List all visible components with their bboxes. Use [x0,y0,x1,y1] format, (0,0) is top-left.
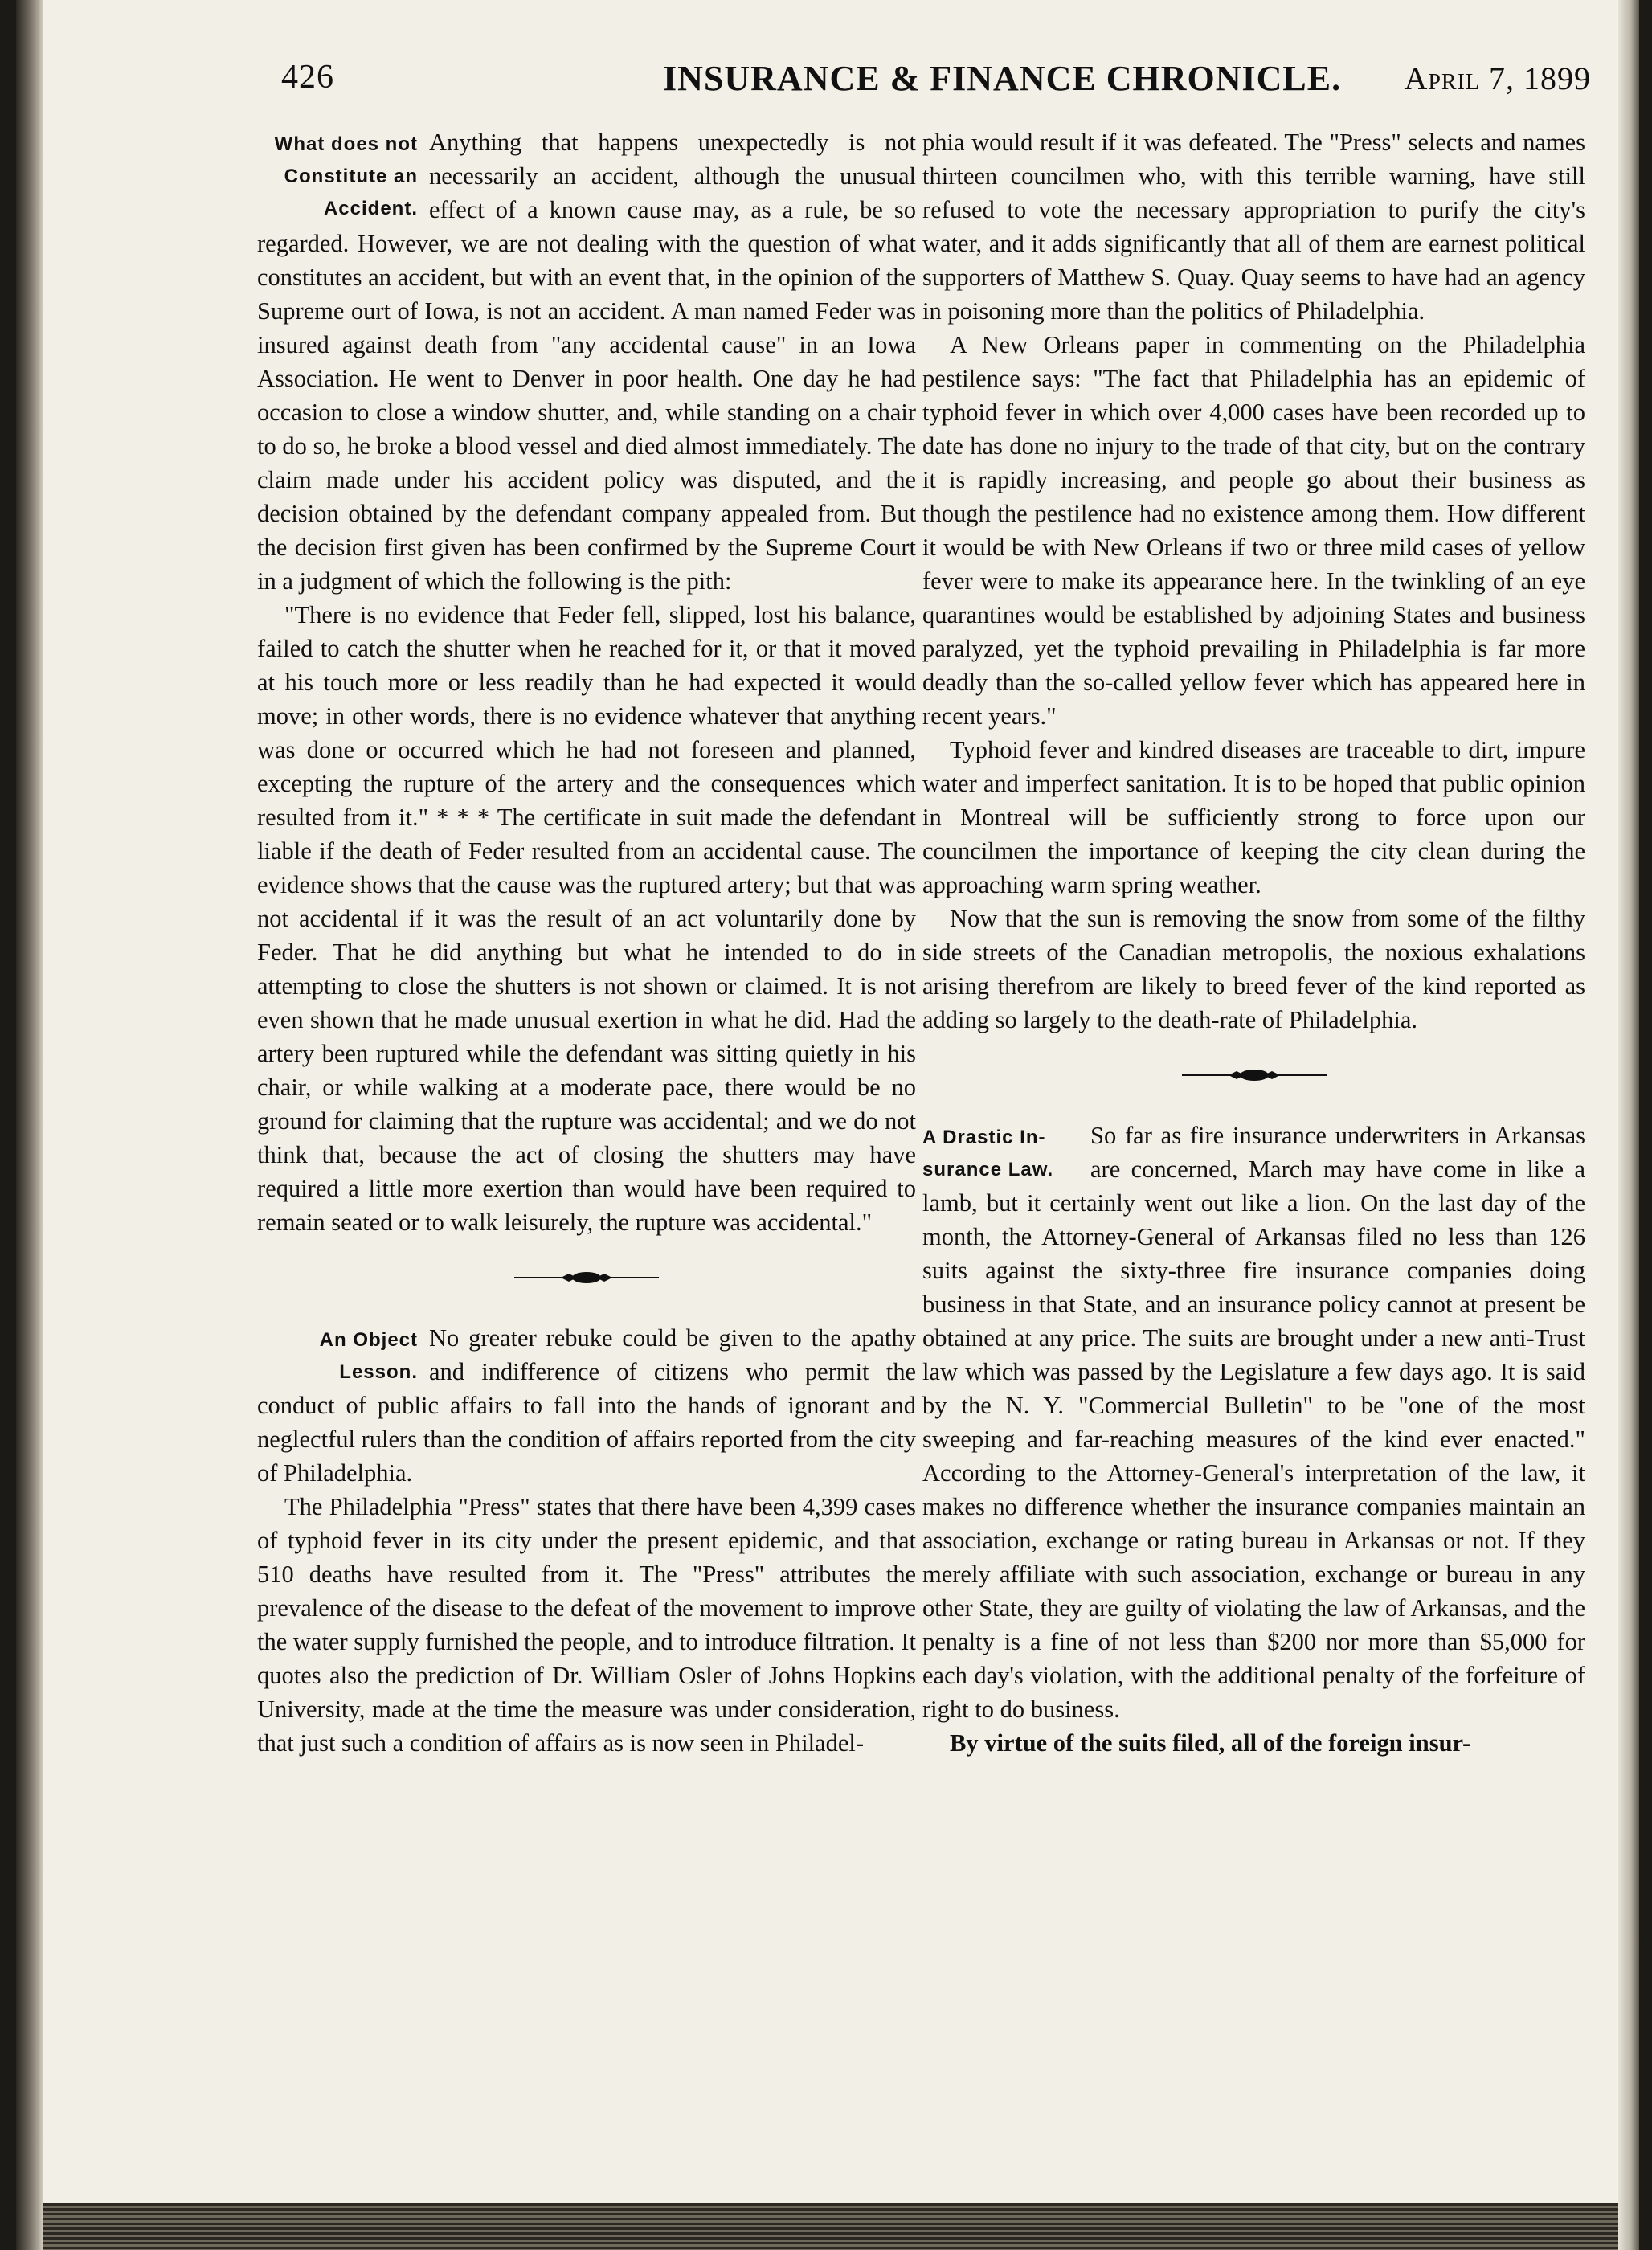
article-paragraph: No greater rebuke could be given to the apathy and indifference of citizens who permit the conduct of public affairs to fall into the hands of ignorant and neglectful rulers than the condition of affairs reported from the city of Philadelphia. [257,1324,916,1487]
article-quote: "There is no evidence that Feder fell, slipped, lost his balance, failed to catch the shutter when he reached for it, or that it moved at his touch more or less readily than he had expected it would move; in other words, there is no evidence whatever that anything was done or occurred which he had not foreseen and planned, excepting the rupture of the artery and the consequences which resulted from it." * * * The certificate in suit made the defendant liable if the death of Feder resulted from an accidental cause. The evidence shows that the cause was the ruptured artery; but that was not accidental if it was the result of an act voluntarily done by Feder. That he did anything but what he intended to do in attempting to close the shutters is not shown or claimed. It is not even shown that he made unusual exertion in what he did. Had the artery been ruptured while the defendant was sitting quietly in his chair, or while walking at a moderate pace, there would be no ground for claiming that the rupture was accidental; and we do not think that, because the act of closing the shutters may have required a little more exertion than would have been required to remain seated or to walk leisurely, the rupture was accidental." [257,601,916,1236]
ornament-divider-icon [1182,1067,1327,1083]
article-paragraph: The Philadelphia "Press" states that there have been 4,399 cases of typhoid fever in its city under the present epidemic, and that 510 deaths have resulted from it. The "Press" attributes the prevalence of the disease to the defeat of the movement to improve the water supply furnished the people, and to introduce filtration. It quotes also the prediction of Dr. William Osler of Johns Hopkins University, made at the time the measure was under consideration, that just such a condition of affairs as is now seen in Philadel- [257,1493,916,1757]
sidehead-line: An Object [319,1329,418,1351]
article-paragraph: Typhoid fever and kindred diseases are traceable to dirt, impure water and imperfect sanitation. It is to be hoped that public opinion in Montreal will be sufficiently strong to force upon our councilmen the importance of keeping the city clean during the approaching warm spring weather. [922,736,1585,898]
issue-date: April 7, 1899 [1404,60,1591,96]
sidehead-line: What does not [274,133,418,155]
sidehead-line: A Drastic In- [922,1127,1046,1148]
sidehead-line: Constitute an [284,166,418,187]
article-paragraph: Now that the sun is removing the snow from some of the filthy side streets of the Canadian metropolis, the noxious exhalations arising therefrom are likely to breed fever of the kind reported as adding so largely to the death-rate of Philadelphia. [922,905,1585,1033]
left-column [257,125,916,1760]
right-column [922,125,1585,1760]
article-paragraph: A New Orleans paper in commenting on the Philadelphia pestilence says: "The fact that Philadelphia has an epidemic of typhoid fever in which over 4,000 cases have been recorded up to date has done no injury to the trade of that city, but on the contrary it is rapidly increasing, and people go about their business as though the pestilence had no existence among them. How different it would be with New Orleans if two or three mild cases of yellow fever were to make its appearance here. In the twinkling of an eye quarantines would be established by adjoining States and business paralyzed, yet the typhoid prevailing in Philadelphia is far more deadly than the so-called yellow fever which has appeared here in recent years." [922,331,1585,730]
scanned-page [16,0,1639,2250]
article-paragraph: So far as fire insurance underwriters in Arkansas are concerned, March may have come in like a lamb, but it certainly went out like a lion. On the last day of the month, the Attorney-General of Arkansas filed no less than 126 suits against the sixty-three fire insurance companies doing business in that State, and an insurance policy cannot at present be obtained at any price. The suits are brought under a new anti-Trust law which was passed by the Legislature a few days ago. It is said by the N. Y. "Commercial Bulletin" to be "one of the most sweeping and far-reaching measures of the kind ever enacted." According to the Attorney-General's interpretation of the law, it makes no difference whether the insurance companies maintain an association, exchange or rating bureau in Arkansas or not. If they merely affiliate with such association, exchange or bureau in any other State, they are guilty of violating the law of Arkansas, and the penalty is a fine of not less than $200 nor more than $5,000 for each day's violation, with the additional penalty of the forfeiture of right to do business. [922,1122,1585,1723]
sidehead-line: Accident. [323,198,418,219]
sidehead-drastic-law [922,1122,1079,1186]
publication-title: INSURANCE & FINANCE CHRONICLE. [663,59,1342,98]
page-header [281,58,1607,106]
page-number: 426 [281,59,334,96]
sidehead-line: Lesson. [339,1361,418,1383]
article-paragraph: By virtue of the suits filed, all of the foreign insur- [950,1729,1471,1757]
sidehead-line: surance Law. [922,1159,1054,1180]
sidehead-object-lesson [257,1324,418,1389]
page-edge-shadow [1618,0,1639,2250]
page-bottom-edge [43,2203,1618,2250]
book-spine-shadow [16,0,43,2250]
article-continuation: phia would result if it was defeated. The "Press" selects and names thirteen councilmen who, with this terrible warning, have still refused to vote the necessary appropriation to purify the city's water, and it adds significantly that all of them are earnest political supporters of Matthew S. Quay. Quay seems to have had an agency in poisoning more than the politics of Philadelphia. [922,129,1585,325]
sidehead-accident [257,129,418,225]
article-paragraph: Anything that happens unexpectedly is not necessarily an accident, although the unusual effect of a known cause may, as a rule, be so regarded. However, we are not dealing with the question of what constitutes an accident, but with an event that, in the opinion of the Supreme ourt of Iowa, is not an accident. A man named Feder was insured against death from "any accidental cause" in an Iowa Association. He went to Denver in poor health. One day he had occasion to close a window shutter, and, while standing on a chair to do so, he broke a blood vessel and died almost immediately. The claim made under his accident policy was disputed, and the decision obtained by the defendant company appealed from. But the decision first given has been confirmed by the Supreme Court in a judgment of which the following is the pith: [257,129,916,595]
ornament-divider-icon [514,1270,659,1286]
